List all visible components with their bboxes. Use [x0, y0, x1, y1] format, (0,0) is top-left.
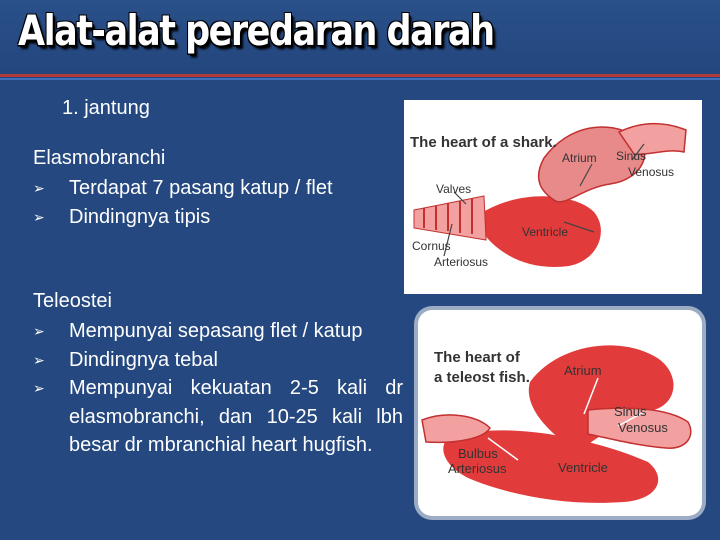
teleost-heart-diagram	[418, 310, 702, 516]
teleost-label-bulbus-1: Bulbus	[458, 446, 498, 461]
teleost-label-ventricle: Ventricle	[558, 460, 608, 475]
shark-label-sinus-2: Venosus	[628, 165, 675, 179]
list-item: ➢ Dindingnya tebal	[33, 346, 403, 375]
shark-label-ventricle: Ventricle	[522, 225, 569, 239]
list-item: ➢ Dindingnya tipis	[33, 203, 403, 232]
teleostei-heading: Teleostei	[33, 290, 112, 312]
shark-diagram-title: The heart of a shark.	[410, 134, 557, 151]
shark-label-cornus-2: Arteriosus	[434, 255, 489, 269]
arrow-bullet-icon: ➢	[33, 208, 45, 225]
arrow-bullet-icon: ➢	[33, 180, 45, 196]
arrow-bullet-icon: ➢	[33, 351, 45, 368]
shark-label-sinus-1: Sinus	[616, 149, 647, 163]
title-divider-red	[0, 74, 720, 77]
shark-heart-diagram	[404, 100, 702, 294]
arrow-bullet-icon: ➢	[33, 380, 45, 396]
list-item: ➢ Terdapat 7 pasang katup / flet	[33, 174, 403, 203]
title-divider-blue	[0, 78, 720, 80]
teleost-label-sinus-1: Sinus	[614, 404, 647, 419]
slide-title: Alat-alat peredaran darah	[18, 8, 494, 56]
teleost-label-sinus-2: Venosus	[618, 420, 668, 435]
teleost-diagram-title-2: a teleost fish.	[434, 369, 530, 386]
arrow-bullet-icon: ➢	[33, 323, 45, 339]
teleost-label-bulbus-2: Arteriosus	[448, 461, 507, 476]
shark-label-cornus-1: Cornus	[412, 239, 451, 253]
teleost-label-atrium: Atrium	[564, 363, 602, 378]
teleost-diagram-title-1: The heart of	[434, 349, 520, 366]
subheading: 1. jantung	[62, 97, 150, 119]
shark-label-atrium: Atrium	[562, 151, 597, 165]
elasmobranchi-heading: Elasmobranchi	[33, 147, 166, 169]
list-item: ➢ Mempunyai sepasang flet / katup	[33, 317, 403, 346]
teleostei-list	[33, 317, 403, 460]
elasmobranchi-list	[33, 174, 403, 231]
shark-label-valves: Valves	[436, 182, 472, 196]
list-item: ➢ Mempunyai kekuatan 2-5 kali dr elasmobranchi, dan 10-25 kali lbh besar dr mbranchial heart hugfish.	[33, 374, 403, 460]
